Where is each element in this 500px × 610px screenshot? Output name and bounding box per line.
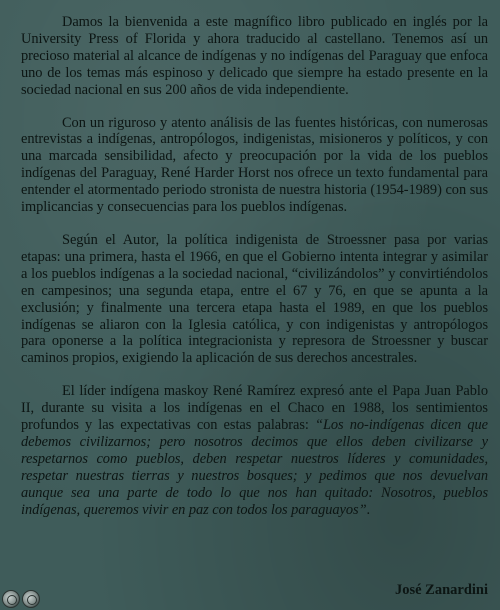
paragraph-4	[21, 383, 488, 518]
paragraph-4-intro: El líder indígena maskoy René Ramírez expresó ante el Papa Juan Pablo II, durante su visita a los indígenas en el Chaco en 1988, los sentimientos profundos y las expectativas con estas palabras:	[21, 383, 488, 434]
circular-seal-icon	[22, 590, 40, 608]
back-cover-text	[21, 14, 488, 534]
paragraph-3: Según el Autor, la política indigenista de Stroessner pasa por varias etapas: una primera, hasta el 1966, en que el Gobierno intenta integrar y asimilar a los pueblos indígenas a la sociedad nacional, “civilizándolos” y convirtiéndolos en campesinos; una segunda etapa, entre el 67 y 76, en que se apunta a la exclusión; y finalmente una tercera etapa hasta el 1989, en que los pueblos indígenas se aliaron con la Iglesia católica, y con indigenistas y antropólogos para oponerse a la política integracionista y represora de Stroessner y buscar caminos propios, exigiendo la aplicación de sus derechos ancestrales.	[21, 231, 488, 367]
paragraph-4-quote: “Los no-indígenas dicen que debemos civilizarnos; pero nosotros decimos que ellos deben civilizarse y respetarnos como pueblos, deben respetar nuestros líderes y comunidades, respetar nuestras tierras y nuestros bosques; y pedimos que nos devuelvan aunque sea una parte de todo lo que nos han quitado: Nosotros, pueblos indígenas, queremos vivir en paz con todos los paraguayos”	[21, 417, 488, 518]
paragraph-2: Con un riguroso y atento análisis de las fuentes históricas, con numerosas entrevistas a indígenas, antropólogos, indigenistas, misioneros y políticos, y con una marcada sensibilidad, afecto y preocupación por la vida de los pueblos indígenas del Paraguay, René Harder Horst nos ofrece un texto fundamental para entender el atormentado periodo stronista de nuestra historia (1954-1989) con sus implicancias y consecuencias para los pueblos indígenas.	[21, 114, 488, 216]
publisher-seals	[2, 590, 40, 608]
author-signature: José Zanardini	[394, 582, 488, 598]
circular-seal-icon	[2, 590, 20, 608]
paragraph-1: Damos la bienvenida a este magnífico libro publicado en inglés por la University Press of Florida y ahora traducido al castellano. Tenemos así un precioso material al alcance de indígenas y no indígenas del Paraguay que enfoca uno de los temas más espinoso y delicado que siempre ha estado presente en la sociedad nacional en sus 200 años de vida independiente.	[21, 14, 488, 98]
paragraph-4-end: .	[366, 501, 371, 518]
